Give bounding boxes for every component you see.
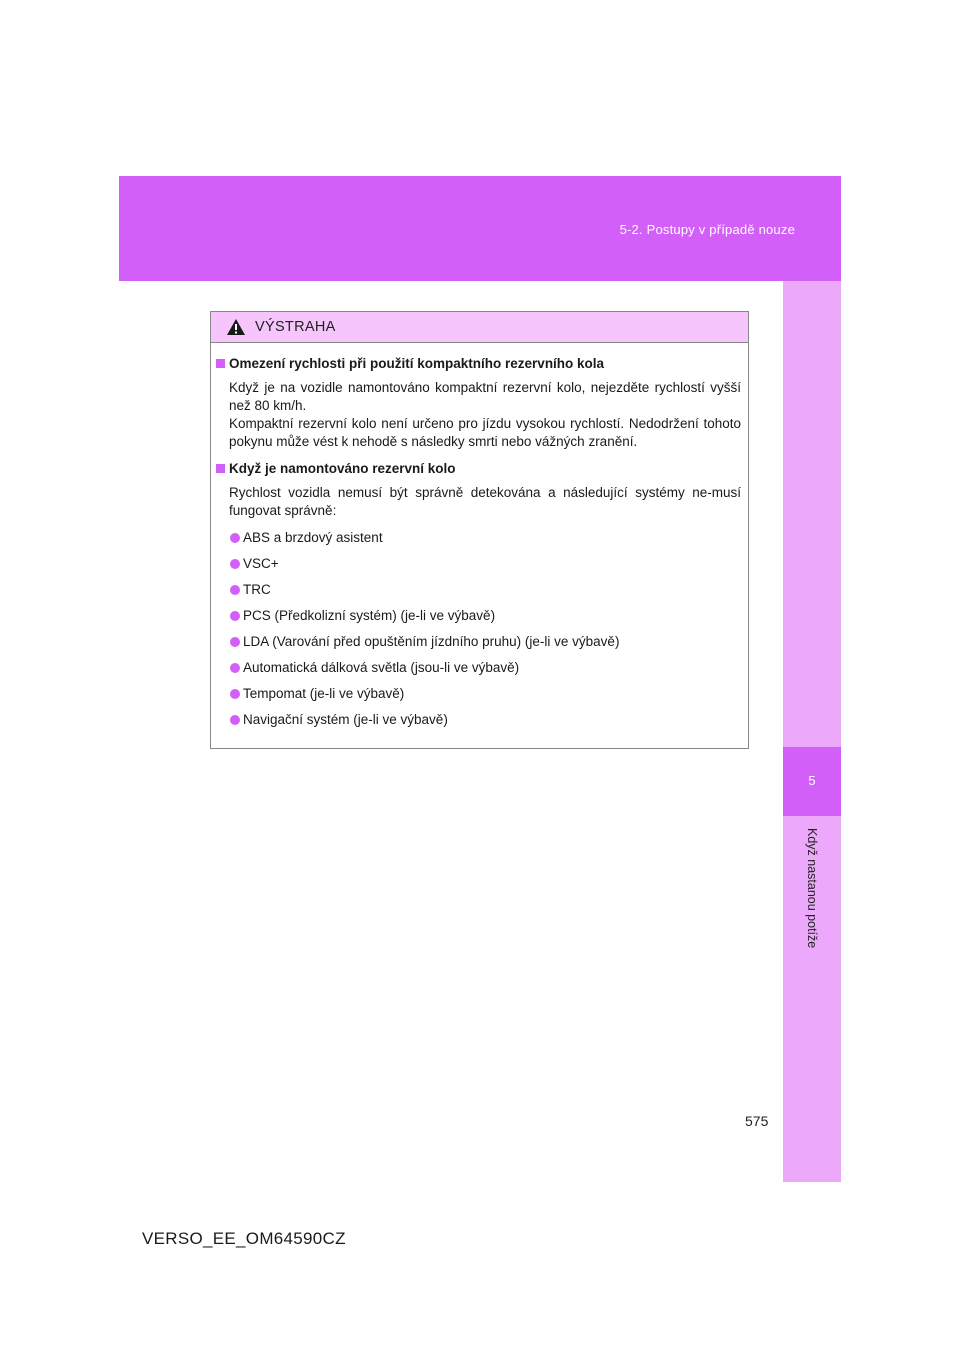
section-title: 5-2. Postupy v případě nouze	[619, 222, 795, 237]
paragraph: Rychlost vozidla nemusí být správně detekována a následující systémy ne-musí fungovat správně:	[229, 485, 741, 518]
list-item: Tempomat (je-li ve výbavě)	[216, 685, 741, 703]
chapter-header-band	[119, 176, 841, 281]
chapter-number-block	[783, 747, 841, 816]
round-bullet-icon	[230, 533, 240, 543]
chapter-side-tab	[783, 281, 841, 1182]
round-bullet-icon	[230, 689, 240, 699]
round-bullet-icon	[230, 585, 240, 595]
warning-triangle-icon	[226, 318, 246, 336]
warning-title: VÝSTRAHA	[255, 319, 336, 335]
section-heading: Když je namontováno rezervní kolo	[216, 460, 741, 478]
list-item: LDA (Varování před opuštěním jízdního pruhu) (je-li ve výbavě)	[216, 633, 741, 651]
list-item: VSC+	[216, 555, 741, 573]
section-heading: Omezení rychlosti při použití kompaktního rezervního kola	[216, 355, 741, 373]
round-bullet-icon	[230, 611, 240, 621]
list-item: TRC	[216, 581, 741, 599]
warning-box	[210, 311, 749, 749]
square-bullet-icon	[216, 359, 225, 368]
paragraph: Když je na vozidle namontováno kompaktní rezervní kolo, nejezděte rychlostí vyšší než 80 km/h. Kompaktní rezervní kolo není určeno pro jízdu vysokou rychlostí. Nedodržení tohoto pokynu může vést k nehodě s následky smrti nebo vážných zranění.	[229, 380, 741, 449]
page-number: 575	[745, 1113, 769, 1129]
round-bullet-icon	[230, 663, 240, 673]
warning-header	[211, 312, 748, 343]
list-item: Automatická dálková světla (jsou-li ve výbavě)	[216, 659, 741, 677]
systems-list	[216, 529, 741, 729]
round-bullet-icon	[230, 715, 240, 725]
document-code: VERSO_EE_OM64590CZ	[142, 1229, 346, 1248]
chapter-number: 5	[808, 773, 816, 788]
square-bullet-icon	[216, 464, 225, 473]
list-item: ABS a brzdový asistent	[216, 529, 741, 547]
round-bullet-icon	[230, 637, 240, 647]
list-item: PCS (Předkolizní systém) (je-li ve výbavě)	[216, 607, 741, 625]
warning-body	[211, 343, 748, 729]
chapter-label: Když nastanou potíže	[805, 828, 819, 949]
round-bullet-icon	[230, 559, 240, 569]
list-item: Navigační systém (je-li ve výbavě)	[216, 711, 741, 729]
